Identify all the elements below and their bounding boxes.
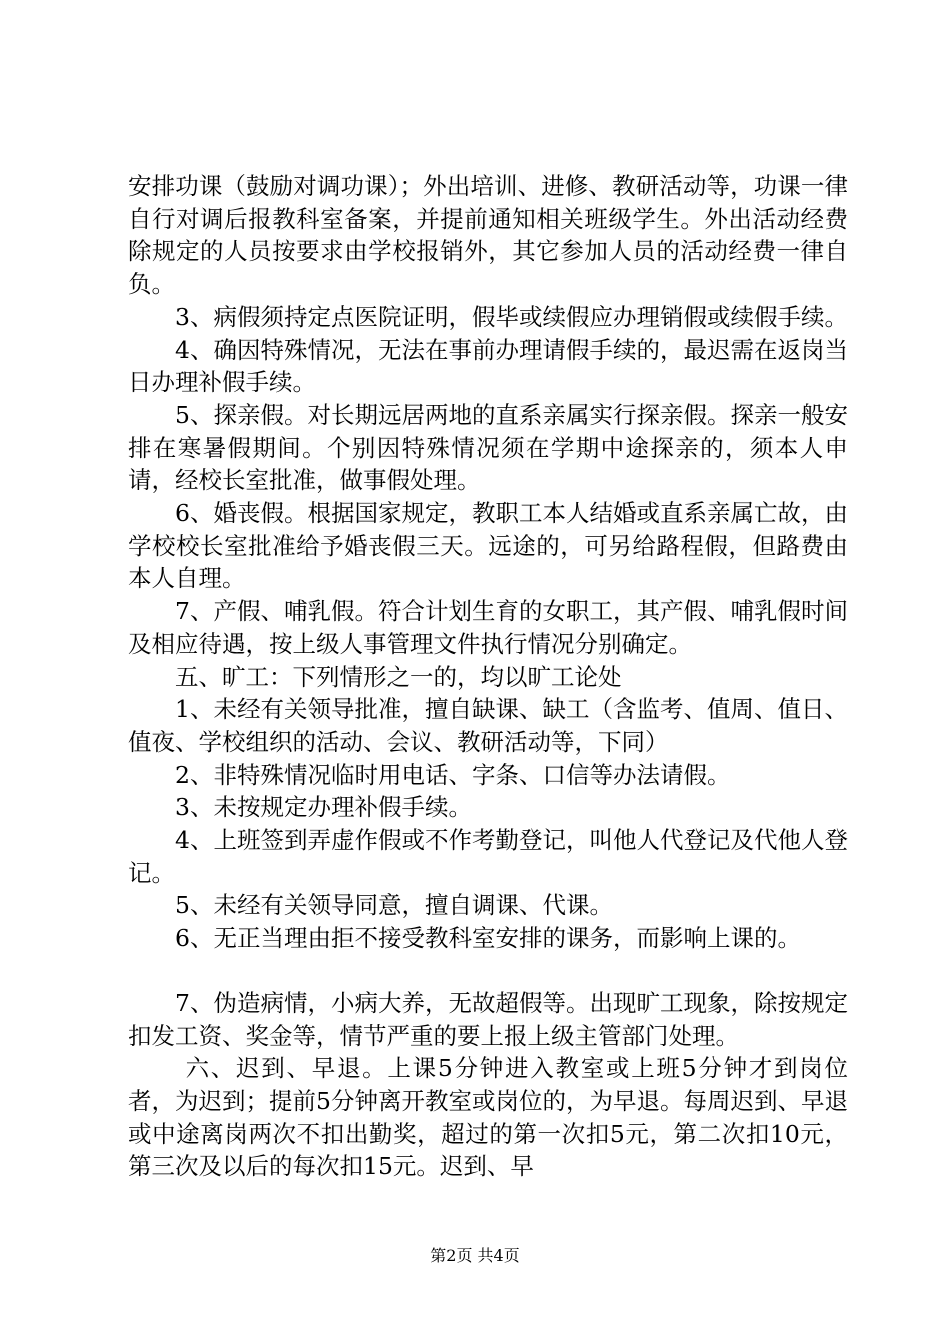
page-number-indicator: 第2页 共4页	[430, 1246, 520, 1265]
paragraph-absent-item-7: 7、伪造病情，小病大养，无故超假等。出现旷工现象，除按规定扣发工资、奖金等，情节严重的要上报上级主管部门处理。	[128, 988, 848, 1050]
paragraph-absent-item-4: 4、上班签到弄虚作假或不作考勤登记，叫他人代登记及代他人登记。	[128, 826, 848, 887]
paragraph-absent-item-6: 6、无正当理由拒不接受教科室安排的课务，而影响上课的。	[175, 924, 801, 953]
paragraph-absent-item-2: 2、非特殊情况临时用电话、字条、口信等办法请假。	[175, 760, 731, 789]
paragraph-maternity-leave: 7、产假、哺乳假。符合计划生育的女职工，其产假、哺乳假时间及相应待遇，按上级人事管理文件执行情况分别确定。	[128, 597, 848, 658]
paragraph-marriage-funeral-leave: 6、婚丧假。根据国家规定，教职工本人结婚或直系亲属亡故，由学校校长室批准给予婚丧假三天。远途的，可另给路程假，但路费由本人自理。	[128, 499, 848, 593]
paragraph-absent-item-5: 5、未经有关领导同意，擅自调课、代课。	[175, 891, 613, 920]
document-body	[128, 170, 848, 1183]
page-footer	[0, 1246, 950, 1266]
paragraph-family-visit-leave: 5、探亲假。对长期远居两地的直系亲属实行探亲假。探亲一般安排在寒暑假期间。个别因特殊情况须在学期中途探亲的，须本人申请，经校长室批准，做事假处理。	[128, 400, 848, 495]
section-heading-absenteeism: 五、旷工：下列情形之一的，均以旷工论处	[175, 662, 622, 691]
paragraph-sick-leave: 3、病假须持定点医院证明，假毕或续假应办理销假或续假手续。	[175, 302, 848, 331]
paragraph-makeup-leave: 4、确因特殊情况，无法在事前办理请假手续的，最迟需在返岗当日办理补假手续。	[128, 335, 848, 397]
paragraph-absent-item-3: 3、未按规定办理补假手续。	[175, 793, 472, 822]
paragraph-absent-item-1: 1、未经有关领导批准，擅自缺课、缺工（含监考、值周、值日、值夜、学校组织的活动、会议、教研活动等，下同）	[128, 695, 848, 756]
section-heading-late-early-leave: 六、迟到、早退。上课5分钟进入教室或上班5分钟才到岗位者，为迟到；提前5分钟离开教室或岗位的，为早退。每周迟到、早退或中途离岗两次不扣出勤奖，超过的第一次扣5元，第二次扣10元，第三次及以后的每次扣15元。迟到、早	[128, 1054, 848, 1181]
paragraph-continuation: 安排功课（鼓励对调功课）；外出培训、进修、教研活动等，功课一律自行对调后报教科室备案，并提前通知相关班级学生。外出活动经费除规定的人员按要求由学校报销外，其它参加人员的活动经费一律自负。	[128, 172, 848, 299]
